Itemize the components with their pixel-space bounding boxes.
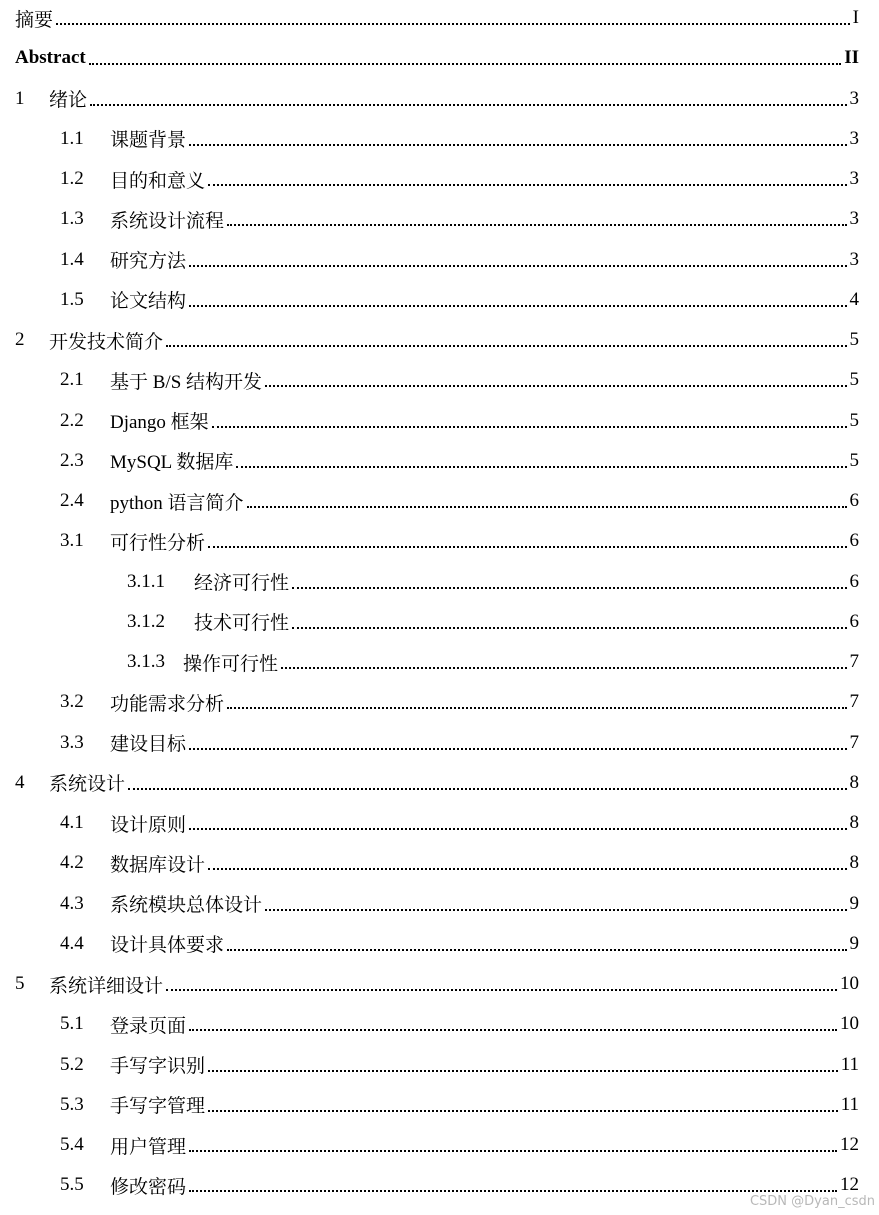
toc-entry-2-2[interactable] (60, 405, 859, 437)
toc-number: 4.1 (60, 812, 84, 833)
toc-title: 系统详细设计 (49, 974, 164, 997)
toc-leader-dots (189, 1150, 837, 1152)
toc-entry-3-2[interactable] (60, 686, 859, 718)
toc-page-number: 8 (849, 771, 859, 793)
toc-leader-dots (208, 868, 846, 870)
toc-title: 系统设计 (49, 773, 126, 796)
toc-entry-5-5[interactable] (60, 1169, 859, 1201)
toc-entry-0[interactable] (15, 2, 859, 34)
toc-entry-4[interactable] (15, 767, 859, 799)
toc-number: 2 (15, 329, 25, 350)
toc-title: 摘要 (15, 9, 54, 31)
toc-page-number: 6 (849, 570, 859, 592)
toc-page-number: 10 (840, 973, 859, 994)
toc-number: 1.2 (60, 168, 84, 189)
toc-entry-1[interactable] (15, 42, 859, 74)
toc-leader-dots (189, 1190, 837, 1192)
toc-entry-4-3[interactable] (60, 888, 859, 920)
toc-title: Django 框架 (110, 412, 209, 433)
toc-title: 课题背景 (110, 130, 187, 152)
toc-page-number: 10 (840, 1013, 859, 1035)
toc-number: 5 (15, 973, 25, 994)
toc-page-number: 6 (849, 530, 859, 552)
toc-leader-dots (265, 909, 846, 911)
toc-leader-dots (189, 265, 846, 267)
toc-leader-dots (227, 707, 846, 709)
toc-page-number: II (844, 47, 859, 69)
toc-number: 3.1.2 (127, 610, 165, 632)
toc-number: 5.5 (60, 1174, 84, 1196)
toc-title: 功能需求分析 (110, 693, 225, 715)
toc-page-number: 5 (849, 449, 859, 471)
toc-leader-dots (166, 345, 846, 347)
toc-page-number: 3 (849, 208, 859, 230)
toc-entry-2[interactable] (15, 324, 859, 356)
toc-number: 4.3 (60, 892, 84, 914)
toc-number: 3.2 (60, 691, 84, 713)
toc-page-number: 5 (849, 369, 859, 391)
toc-number: 1.4 (60, 248, 84, 270)
toc-page-number: 7 (849, 691, 859, 713)
toc-leader-dots (128, 788, 846, 790)
toc-leader-dots (292, 587, 846, 589)
toc-title: 设计原则 (110, 814, 187, 836)
toc-title: 设计具体要求 (110, 935, 225, 957)
toc-leader-dots (208, 1110, 838, 1112)
toc-title: 用户管理 (110, 1136, 187, 1158)
toc-leader-dots (189, 828, 846, 830)
toc-leader-dots (189, 305, 846, 307)
toc-leader-dots (247, 506, 847, 508)
toc-title: 修改密码 (110, 1176, 187, 1198)
toc-leader-dots (89, 63, 842, 65)
toc-page-number: 5 (849, 409, 859, 431)
toc-page-number: 3 (849, 248, 859, 270)
toc-number: 1.5 (60, 288, 84, 310)
toc-leader-dots (227, 949, 846, 951)
toc-number: 1 (15, 87, 25, 109)
toc-page-number: 12 (840, 1134, 859, 1155)
toc-title: 绪论 (49, 89, 88, 111)
toc-entry-1-1[interactable] (60, 123, 859, 155)
toc-page-number: 11 (840, 1093, 859, 1115)
toc-number: 4.4 (60, 932, 84, 954)
toc-entry-2-3[interactable] (60, 445, 859, 477)
toc-page-number: I (852, 7, 859, 28)
toc-entry-3-1[interactable] (60, 525, 859, 557)
toc-number: 3.1.1 (127, 570, 165, 592)
toc-page-number: 9 (849, 932, 859, 954)
toc-leader-dots (189, 748, 846, 750)
toc-entry-3-1-1[interactable] (127, 566, 859, 598)
toc-entry-2-4[interactable] (60, 485, 859, 517)
toc-leader-dots (208, 1070, 838, 1072)
toc-entry-5-4[interactable] (60, 1129, 859, 1161)
toc-page-number: 4 (849, 288, 859, 310)
toc-page-number: 8 (849, 812, 859, 833)
toc-entry-4-1[interactable] (60, 807, 859, 839)
toc-entry-1-4[interactable] (60, 244, 859, 276)
toc-number: 5.2 (60, 1053, 84, 1075)
toc-leader-dots (90, 104, 846, 106)
toc-entry-5-1[interactable] (60, 1008, 859, 1040)
toc-title: 开发技术简介 (49, 330, 164, 353)
toc-entry-4-4[interactable] (60, 928, 859, 960)
toc-title: 可行性分析 (110, 532, 206, 554)
toc-page-number: 7 (849, 731, 859, 753)
toc-number: 3.3 (60, 731, 84, 753)
toc-entry-1[interactable] (15, 83, 859, 115)
toc-leader-dots (56, 23, 850, 25)
toc-leader-dots (212, 426, 847, 428)
toc-number: 2.1 (60, 369, 84, 391)
toc-title: 论文结构 (110, 291, 187, 313)
toc-page-number: 3 (849, 168, 859, 189)
toc-page-number: 9 (849, 892, 859, 914)
toc-page-number: 7 (849, 651, 859, 672)
toc-number: 5.3 (60, 1093, 84, 1115)
toc-title: 经济可行性 (194, 573, 290, 594)
toc-page-number: 6 (849, 490, 859, 511)
toc-page-number: 5 (849, 329, 859, 350)
toc-title: 登录页面 (110, 1015, 187, 1037)
toc-number: 1.1 (60, 127, 84, 149)
toc-leader-dots (189, 1029, 837, 1031)
toc-title: 技术可行性 (194, 613, 290, 635)
toc-title: 基于 B/S 结构开发 (110, 371, 263, 393)
toc-page-number: 3 (849, 127, 859, 149)
toc-entry-3-3[interactable] (60, 727, 859, 759)
toc-page-number: 12 (840, 1174, 859, 1196)
toc-entry-1-5[interactable] (60, 284, 859, 316)
toc-entry-1-2[interactable] (60, 163, 859, 195)
toc-number: 3.1.3 (127, 651, 165, 672)
toc-number: 2.4 (60, 490, 84, 511)
toc-title: 系统设计流程 (110, 210, 225, 232)
toc-title: 手写字识别 (110, 1056, 206, 1077)
toc-leader-dots (227, 224, 846, 226)
toc-number: 2.2 (60, 409, 84, 431)
toc-entry-5-2[interactable] (60, 1049, 859, 1081)
toc-title: 操作可行性 (183, 653, 279, 675)
toc-title: python 语言简介 (110, 492, 244, 514)
toc-number: 5.4 (60, 1134, 84, 1155)
toc-page-number: 11 (840, 1053, 859, 1075)
toc-entry-1-3[interactable] (60, 203, 859, 235)
toc-page-number: 8 (849, 852, 859, 874)
toc-leader-dots (265, 385, 846, 387)
toc-title: 数据库设计 (110, 854, 206, 876)
toc-title: Abstract (15, 47, 86, 69)
toc-number: 5.1 (60, 1013, 84, 1035)
toc-title: 手写字管理 (110, 1096, 206, 1118)
toc-number: 4 (15, 771, 25, 793)
watermark: CSDN @Dyan_csdn (749, 1194, 875, 1209)
toc-title: 建设目标 (110, 734, 187, 755)
toc-leader-dots (292, 627, 846, 629)
toc-page-number: 3 (849, 87, 859, 109)
toc-entry-3-1-2[interactable] (127, 606, 859, 638)
toc-entry-3-1-3[interactable] (127, 646, 859, 678)
toc-leader-dots (236, 466, 846, 468)
toc-title: 目的和意义 (110, 170, 206, 192)
toc-leader-dots (208, 546, 846, 548)
toc-title: 研究方法 (110, 251, 187, 272)
toc-entry-5-3[interactable] (60, 1089, 859, 1121)
toc-leader-dots (208, 184, 846, 186)
toc-number: 4.2 (60, 852, 84, 874)
toc-number: 1.3 (60, 208, 84, 230)
toc-entry-5[interactable] (15, 968, 859, 1000)
toc-leader-dots (189, 144, 846, 146)
toc-title: MySQL 数据库 (110, 452, 234, 474)
toc-title: 系统模块总体设计 (110, 895, 263, 916)
toc-number: 2.3 (60, 449, 84, 471)
toc-number: 3.1 (60, 530, 84, 552)
toc-entry-4-2[interactable] (60, 847, 859, 879)
toc-page-number: 6 (849, 610, 859, 632)
toc-leader-dots (166, 989, 837, 991)
toc-leader-dots (281, 667, 846, 669)
toc-entry-2-1[interactable] (60, 364, 859, 396)
